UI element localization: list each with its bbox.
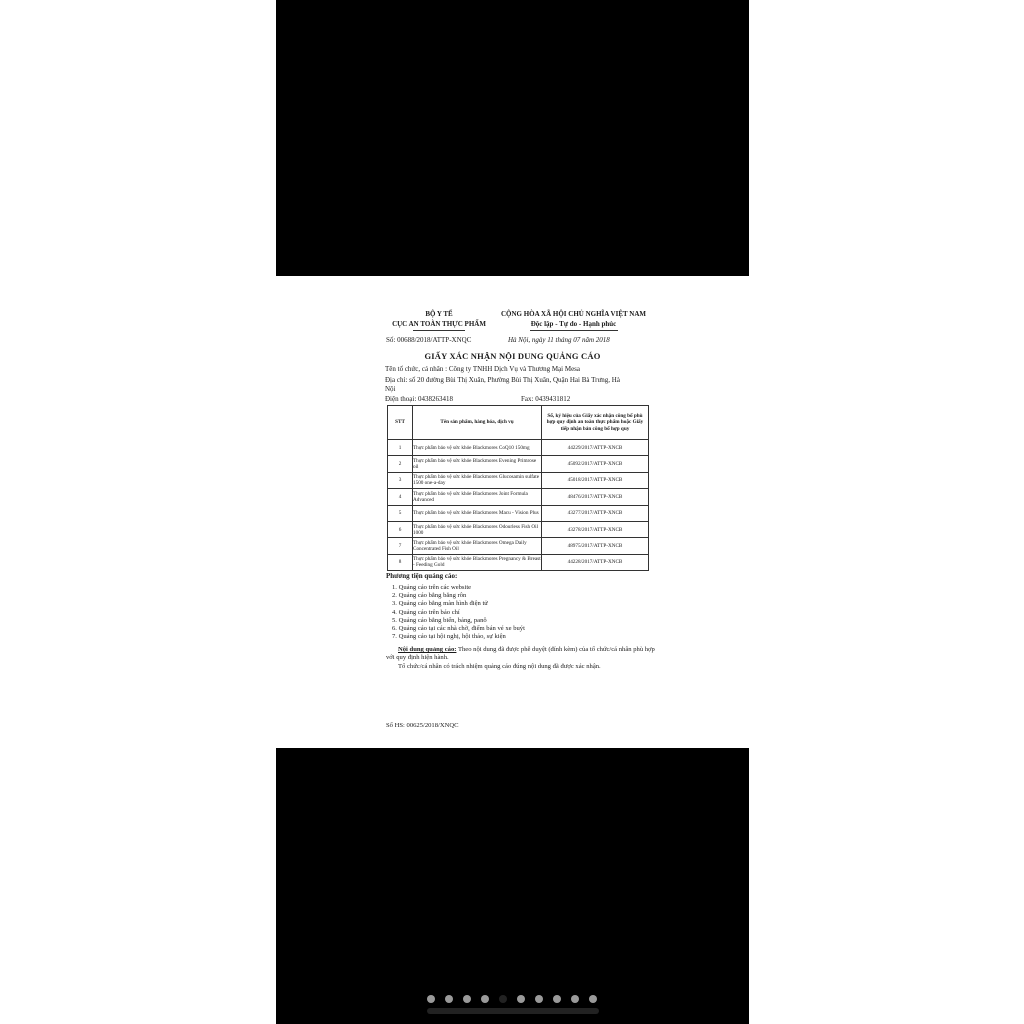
responsibility-text: Tổ chức/cá nhân có trách nhiệm quảng cáo đúng nội dung đã được xác nhận. — [398, 662, 601, 670]
org-fax: Fax: 0439431812 — [521, 395, 571, 403]
header-certificate: Số, ký hiệu của Giấy xác nhận công bố phù hợp quy định an toàn thực phẩm hoặc Giấy tiếp nhận bản công bố hợp quy — [542, 406, 649, 440]
means-title: Phương tiện quảng cáo: — [386, 572, 458, 580]
row-code: 48476/2017/ATTP-XNCB — [542, 489, 649, 505]
row-stt: 6 — [388, 521, 413, 537]
ad-content — [386, 646, 656, 671]
page-dot[interactable] — [463, 995, 471, 1003]
page-dot-active[interactable] — [499, 995, 507, 1003]
top-black-area — [276, 0, 749, 276]
national-motto: Độc lập - Tự do - Hạnh phúc — [530, 320, 617, 328]
row-product: Thực phẩm bảo vệ sức khỏe Blackmores Glucosamin sulfate 1500 one-a-day — [413, 472, 542, 488]
list-item: 4. Quảng cáo trên báo chí — [392, 608, 460, 616]
row-code: 43278/2017/ATTP-XNCB — [542, 521, 649, 537]
row-code: 43277/2017/ATTP-XNCB — [542, 505, 649, 521]
page-dot[interactable] — [427, 995, 435, 1003]
page-dot[interactable] — [445, 995, 453, 1003]
row-product: Thực phẩm bảo vệ sức khỏe Blackmores Macu - Vision Plus — [413, 505, 542, 521]
row-stt: 1 — [388, 440, 413, 456]
page-dot[interactable] — [535, 995, 543, 1003]
ministry-name: BỘ Y TẾ — [425, 310, 453, 318]
table-row — [388, 538, 649, 554]
content-label: Nội dung quảng cáo: — [398, 646, 457, 653]
page-dot[interactable] — [589, 995, 597, 1003]
row-code: 44229/2017/ATTP-XNCB — [542, 440, 649, 456]
row-product: Thực phẩm bảo vệ sức khỏe Blackmores CoQ10 150mg — [413, 440, 542, 456]
row-code: 45092/2017/ATTP-XNCB — [542, 456, 649, 472]
org-address — [385, 376, 620, 394]
row-stt: 2 — [388, 456, 413, 472]
header-product: Tên sản phẩm, hàng hóa, dịch vụ — [413, 406, 542, 440]
dossier-number: Số HS: 00625/2018/XNQC — [386, 722, 459, 729]
row-product: Thực phẩm bảo vệ sức khỏe Blackmores Omega Daily Concentrated Fish Oil — [413, 538, 542, 554]
row-stt: 4 — [388, 489, 413, 505]
table-row — [388, 554, 649, 570]
motto-underline — [530, 330, 618, 331]
list-item: 6. Quảng cáo tại các nhà chờ, điểm bán vé xe buýt — [392, 625, 525, 633]
national-header — [491, 309, 656, 331]
row-stt: 8 — [388, 554, 413, 570]
row-product: Thực phẩm bảo vệ sức khỏe Blackmores Pregnancy & Breast - Feeding Gold — [413, 554, 542, 570]
table-row — [388, 456, 649, 472]
national-title: CỘNG HÒA XÃ HỘI CHỦ NGHĨA VIỆT NAM — [500, 310, 646, 318]
org-phone: Điện thoại: 0438263418 — [385, 395, 454, 403]
list-item: 5. Quảng cáo bằng biển, bảng, panô — [392, 616, 487, 624]
document-number: Số: 00688/2018/ATTP-XNQC — [386, 336, 472, 344]
page-dot[interactable] — [571, 995, 579, 1003]
address-line-1: Địa chỉ: số 20 đường Bùi Thị Xuân, Phường Bùi Thị Xuân, Quận Hai Bà Trưng, Hà — [385, 376, 620, 384]
table-row — [388, 440, 649, 456]
list-item: 2. Quảng cáo bằng băng rôn — [392, 592, 467, 600]
table-row — [388, 489, 649, 505]
list-item: 7. Quảng cáo tại hội nghị, hội thảo, sự kiện — [392, 633, 506, 641]
list-item: 3. Quảng cáo bằng màn hình điện tử — [392, 600, 488, 608]
product-table — [387, 405, 649, 571]
page-dot[interactable] — [553, 995, 561, 1003]
row-code: 44228/2017/ATTP-XNCB — [542, 554, 649, 570]
content-paragraph — [386, 646, 656, 663]
home-indicator[interactable] — [427, 1008, 599, 1014]
row-code: 48975/2017/ATTP-XNCB — [542, 538, 649, 554]
page-dot[interactable] — [481, 995, 489, 1003]
document-date: Hà Nội, ngày 11 tháng 07 năm 2018 — [508, 336, 610, 344]
means-list — [392, 584, 525, 641]
address-line-2: Nội — [385, 385, 396, 393]
row-product: Thực phẩm bảo vệ sức khỏe Blackmores Odourless Fish Oil 1000 — [413, 521, 542, 537]
list-item: 1. Quảng cáo trên các website — [392, 584, 472, 591]
agency-header — [384, 309, 494, 331]
page-indicator[interactable] — [0, 995, 1024, 1003]
row-product: Thực phẩm bảo vệ sức khỏe Blackmores Evening Primrose oil — [413, 456, 542, 472]
table-row — [388, 472, 649, 488]
bottom-black-area — [276, 748, 749, 1024]
row-stt: 3 — [388, 472, 413, 488]
document-page — [276, 276, 749, 748]
document-title: GIẤY XÁC NHẬN NỘI DUNG QUẢNG CÁO — [424, 351, 601, 361]
table-header-row — [388, 406, 649, 440]
content-text: Theo nội dung đã được phê duyệt (đính kèm) của tổ chức/cá nhân phù hợp với quy định hiện hành. — [386, 646, 655, 662]
row-code: 45018/2017/ATTP-XNCB — [542, 472, 649, 488]
header-stt: STT — [388, 406, 413, 440]
row-stt: 5 — [388, 505, 413, 521]
page-dot[interactable] — [517, 995, 525, 1003]
table-row — [388, 521, 649, 537]
department-name: CỤC AN TOÀN THỰC PHẨM — [392, 320, 486, 328]
header-underline — [413, 330, 465, 331]
table-row — [388, 505, 649, 521]
row-stt: 7 — [388, 538, 413, 554]
row-product: Thực phẩm bảo vệ sức khỏe Blackmores Joint Formula Advanced — [413, 489, 542, 505]
org-name: Tên tổ chức, cá nhân : Công ty TNHH Dịch Vụ và Thương Mại Mesa — [385, 365, 581, 373]
